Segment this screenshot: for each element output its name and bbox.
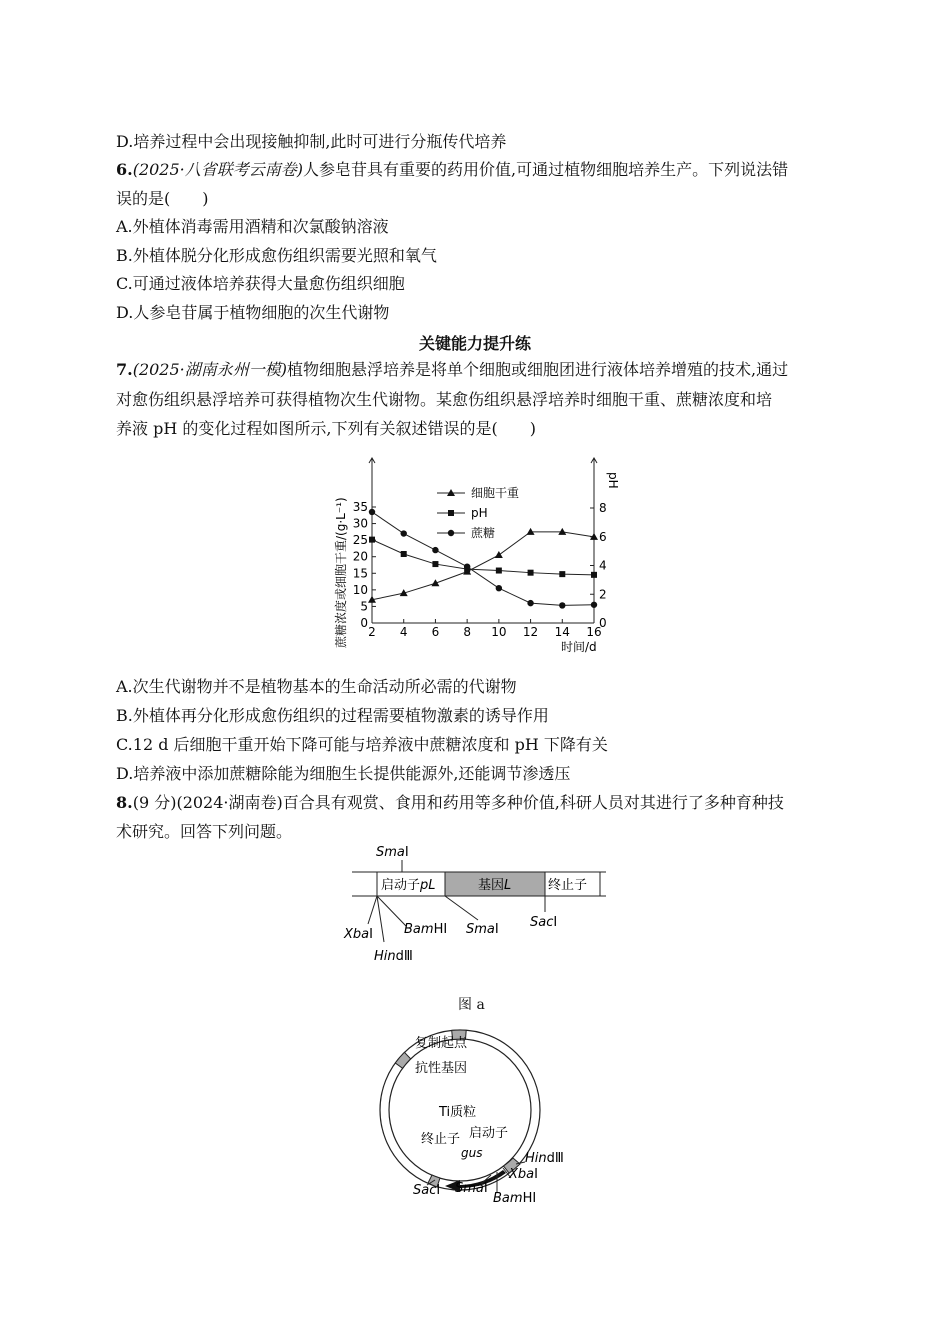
chart-y-left-tick-label: 10 <box>352 582 368 597</box>
q7-option-a: A.次生代谢物并不是植物基本的生命活动所必需的代谢物 <box>116 677 517 696</box>
gus-label: gus <box>461 1146 483 1160</box>
chart-x-tick-label: 2 <box>368 625 376 639</box>
chart-legend-label: 细胞干重 <box>471 486 520 500</box>
q6-stem-line1: 人参皂苷具有重要的药用价值,可通过植物细胞培养生产。下列说法错 <box>303 160 789 179</box>
chart-point <box>401 551 407 557</box>
chart-legend-label: 蔗糖 <box>471 526 496 540</box>
chart-point <box>464 563 470 569</box>
q7-stem-line3: 养液 pH 的变化过程如图所示,下列有关叙述错误的是( ) <box>116 419 536 438</box>
q7-option-b: B.外植体再分化形成愈伤组织的过程需要植物激素的诱导作用 <box>116 706 549 725</box>
chart-y-left-tick-label: 35 <box>352 500 368 514</box>
chart-y-left-tick-label: 20 <box>352 549 368 564</box>
q5-option-d: D.培养过程中会出现接触抑制,此时可进行分瓶传代培养 <box>116 132 507 151</box>
ori-label: 复制起点 <box>415 1036 468 1051</box>
chart-y-right-tick-label: 2 <box>599 587 607 602</box>
ti-plasmid-diagram <box>375 1012 585 1212</box>
q6-stem-line2: 误的是( ) <box>116 189 209 208</box>
site-xba: XbaⅠ <box>344 927 373 942</box>
chart-y-right-tick-label: 8 <box>599 501 607 515</box>
chart-legend-label: pH <box>471 506 488 520</box>
site-sma-bottom: SmaⅠ <box>466 922 499 937</box>
chart-point <box>558 528 566 535</box>
terminator-label: 终止子 <box>548 878 588 893</box>
chart-point <box>527 600 533 606</box>
chart-point <box>559 602 565 608</box>
chart-series-line <box>372 532 594 600</box>
chart-point <box>401 530 407 536</box>
site-sac: SacⅠ <box>530 915 558 930</box>
q7-source: (2025·湖南永州一模) <box>132 360 287 379</box>
q6-option-b: B.外植体脱分化形成愈伤组织需要光照和氧气 <box>116 246 437 265</box>
q7-stem-line2: 对愈伤组织悬浮培养可获得植物次生代谢物。某愈伤组织悬浮培养时细胞干重、蔗糖浓度和培 <box>116 390 773 409</box>
q6-number: 6. <box>116 160 133 179</box>
chart-point <box>496 568 502 574</box>
q6-source: (2025·八省联考云南卷) <box>132 160 303 179</box>
q7-number: 7. <box>116 360 133 379</box>
plasmid-site-xba: XbaⅠ <box>509 1167 538 1182</box>
q6-option-c: C.可通过液体培养获得大量愈伤组织细胞 <box>116 274 405 293</box>
section-title: 关键能力提升练 <box>418 334 531 353</box>
chart-y-left-tick-label: 25 <box>352 533 368 548</box>
plasmid-site-sac: SacⅠ <box>413 1183 441 1198</box>
chart-x-label: 时间/d <box>561 640 597 654</box>
chart-x-tick-label: 10 <box>491 625 507 639</box>
chart-series-line <box>372 540 594 575</box>
q8-stem-line1: 百合具有观赏、食用和药用等多种价值,科研人员对其进行了多种育种技 <box>282 793 784 812</box>
chart-y-left-label: 蔗糖浓度或细胞干重/(g·L⁻¹) <box>334 497 348 648</box>
chart-point <box>591 572 597 578</box>
culture-chart <box>325 448 630 663</box>
chart-point <box>528 570 534 576</box>
plasmid-site-hind: HindⅢ <box>525 1151 564 1166</box>
plasmid-name: Ti质粒 <box>439 1105 477 1120</box>
chart-point <box>496 585 502 591</box>
q8-number: 8. <box>116 793 133 812</box>
chart-legend-marker <box>448 530 454 536</box>
figure-a-caption: 图 a <box>458 997 485 1013</box>
chart-y-left-tick-label: 15 <box>352 566 368 581</box>
chart-x-tick-label: 6 <box>431 625 440 639</box>
plasmid-promoter-label: 启动子 <box>469 1126 509 1141</box>
q8-score-source: (9 分)(2024·湖南卷) <box>132 793 283 812</box>
site-sma-top: SmaⅠ <box>376 845 409 860</box>
chart-point <box>527 528 535 535</box>
figure-a-construct <box>340 840 610 970</box>
plasmid-site-sma: SmaⅠ <box>455 1181 488 1196</box>
chart-y-left-tick-label: 0 <box>360 616 368 630</box>
plasmid-site-bam: BamHⅠ <box>493 1191 537 1206</box>
chart-point <box>495 551 503 558</box>
chart-point <box>369 509 375 515</box>
chart-x-tick-label: 8 <box>463 625 471 639</box>
chart-point <box>432 547 438 553</box>
chart-y-right-tick-label: 6 <box>599 529 607 544</box>
chart-point <box>559 571 565 577</box>
gene-l-label: 基因L <box>478 878 512 893</box>
q7-stem-line1: 植物细胞悬浮培养是将单个细胞或细胞团进行液体培养增殖的技术,通过 <box>287 360 789 379</box>
chart-point <box>591 602 597 608</box>
chart-y-left-tick-label: 5 <box>360 599 368 614</box>
q7-stem <box>116 360 788 380</box>
chart-point <box>369 537 375 543</box>
chart-y-right-tick-label: 4 <box>599 558 607 573</box>
chart-x-tick-label: 12 <box>522 625 539 639</box>
site-bam: BamHⅠ <box>404 922 448 937</box>
chart-x-tick-label: 4 <box>399 625 408 639</box>
resistance-label: 抗性基因 <box>415 1061 468 1076</box>
chart-y-left-tick-label: 30 <box>352 516 368 531</box>
chart-x-tick-label: 14 <box>554 625 570 639</box>
chart-y-right-tick-label: 0 <box>599 616 607 630</box>
q7-option-d: D.培养液中添加蔗糖除能为细胞生长提供能源外,还能调节渗透压 <box>116 764 571 783</box>
q7-option-c: C.12 d 后细胞干重开始下降可能与培养液中蔗糖浓度和 pH 下降有关 <box>116 735 608 754</box>
q8-stem <box>116 793 784 813</box>
chart-x-tick-label: 16 <box>586 625 602 639</box>
q6-option-d: D.人参皂苷属于植物细胞的次生代谢物 <box>116 303 390 322</box>
chart-y-right-label: pH <box>606 472 620 489</box>
q6-stem <box>116 160 788 180</box>
q8-stem-line2: 术研究。回答下列问题。 <box>116 822 293 841</box>
site-hind: HindⅢ <box>374 949 413 964</box>
plasmid-terminator-label: 终止子 <box>421 1132 461 1147</box>
chart-legend-marker <box>448 510 454 516</box>
promoter-pl-label: 启动子pL <box>381 878 436 893</box>
q6-option-a: A.外植体消毒需用酒精和次氯酸钠溶液 <box>116 217 389 236</box>
chart-point <box>432 561 438 567</box>
resistance-block <box>395 1052 410 1068</box>
